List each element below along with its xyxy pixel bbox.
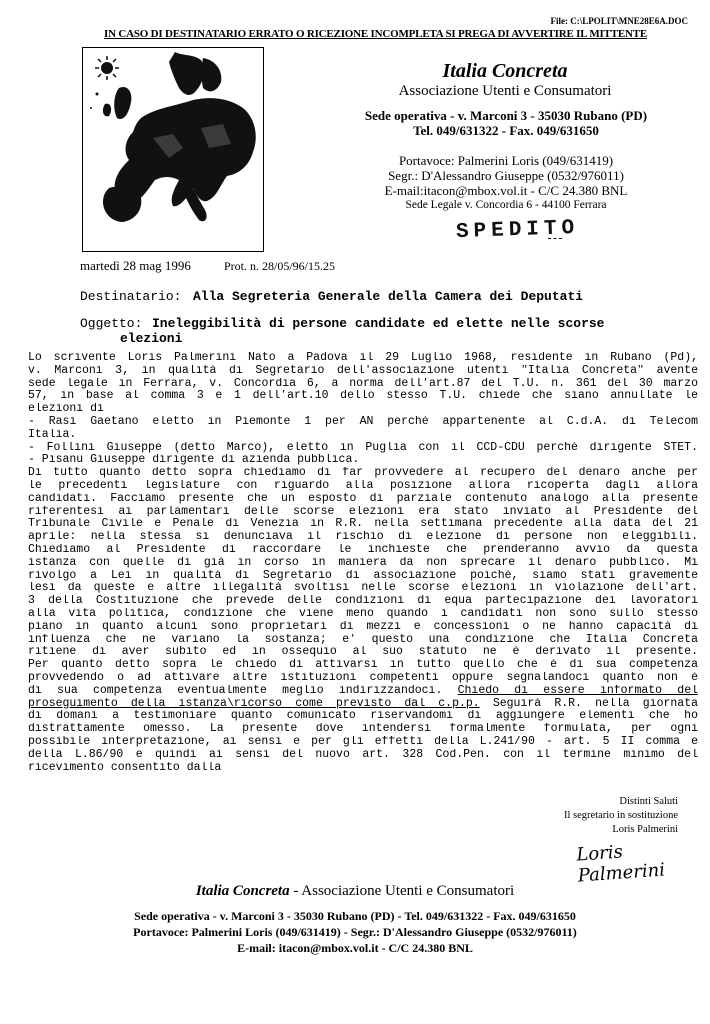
handwritten-signature: Loris Palmerini	[575, 841, 666, 887]
closing-block	[520, 795, 678, 837]
body-line: ritiene di aver subito ed in ossequio al suo statuto ne è derivato il presente.	[28, 646, 698, 659]
body-line: della L.86/90 e quindi ai sensi del nuovo art. 328 Cod.Pen. con il termine minimo del	[28, 748, 698, 761]
body-line: Italia.	[28, 428, 77, 441]
legal-seat-line: Sede Legale v. Concordia 6 - 44100 Ferrara	[405, 199, 607, 211]
subject-label: Oggetto:	[80, 316, 143, 331]
body-line: le precedenti legislature con riguardo alla posizione allora ricoperta dagli allora	[28, 479, 698, 492]
body-line: - Pisanu Giuseppe dirigente di azienda pubblica.	[28, 454, 360, 467]
signer-name: Loris Palmerini	[612, 824, 678, 835]
recipient-label: Destinatario:	[80, 289, 182, 304]
footer-contacts: Portavoce: Palmerini Loris (049/631419) - Segr.: D'Alessandro Giuseppe (0532/976011)	[133, 925, 577, 939]
body-line: Di tutto quanto detto sopra chiediamo di far provvedere al recupero del denaro anche per	[28, 467, 698, 480]
body-line: - Rasi Gaetano eletto in Piemonte 1 per AN perché appartenente al C.d.A. di Telecom	[28, 415, 698, 428]
body-line: possibile interpretazione, ai sensi e per gli effetti della L.241/90 - art. 5 II comma e	[28, 735, 698, 748]
protocol-number: Prot. n. 28/05/96/15.25	[224, 259, 336, 273]
date: martedì 28 mag 1996	[80, 258, 191, 273]
sent-stamp: SPEDITO	[455, 216, 580, 245]
recipient: Alla Segreteria Generale della Camera dei Deputati	[193, 289, 584, 304]
body-line: influenza che ne variano la sostanza; e' questo una condizione che Italia Concreta	[28, 633, 698, 646]
body-line-with-underline	[28, 685, 698, 698]
footer-address: Sede operativa - v. Marconi 3 - 35030 Rubano (PD) - Tel. 049/631322 - Fax. 049/631650	[134, 909, 576, 923]
top-warning: IN CASO DI DESTINATARIO ERRATO O RICEZIONE INCOMPLETA SI PREGA DI AVVERTIRE IL MITTENTE	[104, 28, 648, 40]
secretary-line: Segr.: D'Alessandro Giuseppe (0532/976011)	[388, 168, 624, 183]
footer-brand-rest: - Associazione Utenti e Consumatori	[289, 883, 515, 899]
body-line: istanza con quelle di già in corso in maniera da non sprecare il denaro pubblico. Mi	[28, 556, 698, 569]
body-line: di sua competenza eventualmente meglio indirizzandoci.	[28, 684, 443, 697]
subject-line-1: Ineleggibilità di persone candidate ed elette nelle scorse	[152, 316, 605, 331]
hq-phone: Tel. 049/631322 - Fax. 049/631650	[413, 123, 599, 138]
body-line: piano in quanto alcuni sono proprietari di mezzi e concessioni o ne hanno capacità di	[28, 620, 698, 633]
subject-line-2: elezioni	[120, 331, 183, 346]
body-line: 3 della Costituzione che prevede delle condizioni di equa partecipazione dei lavoratori	[28, 595, 698, 608]
signer-role: Il segretario in sostituzione	[563, 810, 678, 821]
body-line: di domani a testimoniare quanto comunicato riservandomi di aggiungere elementi che ho	[28, 710, 698, 723]
body-line: Chiediamo al Presidente di raccordare le inchieste che prenderanno avvio da questa	[28, 543, 698, 556]
body-line: ricevimento consentito dalla	[28, 761, 222, 774]
spokesman-line: Portavoce: Palmerini Loris (049/631419)	[398, 153, 614, 168]
body-line: provvedendo o ad attivare altre istituzioni competenti oppure segnalandoci quanto non è	[28, 671, 698, 684]
brand-subtitle: Associazione Utenti e Consumatori	[398, 83, 612, 99]
body-line: candidati. Facciamo presente che un esposto di parziale contenuto analogo alla presente	[28, 492, 698, 505]
body-line: elezioni di	[28, 403, 104, 416]
hq-address: Sede operativa - v. Marconi 3 - 35030 Rubano (PD)	[364, 108, 648, 123]
underlined-request: Chiedo di essere informato del	[457, 684, 698, 697]
body-line: distrattamente omesso. La presente dove intendersi formalmente formulata, per ogni	[28, 723, 698, 736]
body-line: alla vita politica, condizione che viene meno quando i candidati non sono sullo stesso	[28, 607, 698, 620]
europe-map-icon	[83, 48, 263, 251]
body-line: v. Marconi 3, in qualità di Segretario dell'associazione utenti "Italia Concreta" avente	[28, 364, 698, 377]
body-line: aprile: nella stessa si denunciava il rischio di elezione di persone non eleggibili.	[28, 531, 698, 544]
file-reference: File: C:\LPOLIT\MNE28E6A.DOC	[550, 16, 688, 26]
body-line: 57, in base al comma 3 e 1 dell'art.10 dello stesso T.U. chiede che siano annullate le	[28, 390, 698, 403]
footer-email: E-mail: itacon@mbox.vol.it - C/C 24.380 BNL	[237, 941, 473, 955]
greeting: Distinti Saluti	[619, 796, 678, 807]
body-line-with-underline	[28, 698, 698, 711]
footer-title	[0, 883, 710, 900]
letter-body	[28, 352, 698, 774]
body-line: rivolgo a Lei in qualità di Segretario di associazione poiché, siamo stati gravemente	[28, 569, 698, 582]
body-line: Seguirà R.R. nella giornata	[479, 697, 698, 710]
email-line: E-mail:itacon@mbox.vol.it - C/C 24.380 BNL	[384, 183, 628, 198]
europe-map-logo	[82, 47, 264, 252]
brand-title: Italia Concreta	[442, 60, 568, 82]
body-line: Lo scrivente Loris Palmerini Nato a Padova il 29 Luglio 1968, residente in Rubano (Pd),	[28, 352, 698, 364]
body-line: riferentesi ai parlamentari delle scorse elezioni era stato inviato al Presidente del	[28, 505, 698, 518]
sunburst-icon	[95, 56, 119, 80]
stamp-mark	[548, 238, 562, 240]
body-line: lesi da queste e altre illegalità svoltisi nelle scorse elezioni in violazione dell'art.	[28, 582, 698, 595]
body-line: Per quanto detto sopra le chiedo di attivarsi in tutto quello che è di sua competenza	[28, 659, 698, 672]
underlined-request-continued: proseguimento della istanza\ricorso come previsto dal c.p.p.	[28, 697, 480, 710]
footer-brand: Italia Concreta	[195, 883, 290, 899]
body-line: - Follini Giuseppe (detto Marco), eletto in Puglia con il CCD-CDU perché dirigente STET.	[28, 441, 698, 454]
body-line: sede legale in Ferrara, v. Concordia 6, a norma dell'art.87 del T.U. n. 361 del 30 marzo	[28, 377, 698, 390]
body-line: Tribunale Civile e Penale di Venezia in R.R. nella settimana precedente alla data del 21	[28, 518, 698, 531]
